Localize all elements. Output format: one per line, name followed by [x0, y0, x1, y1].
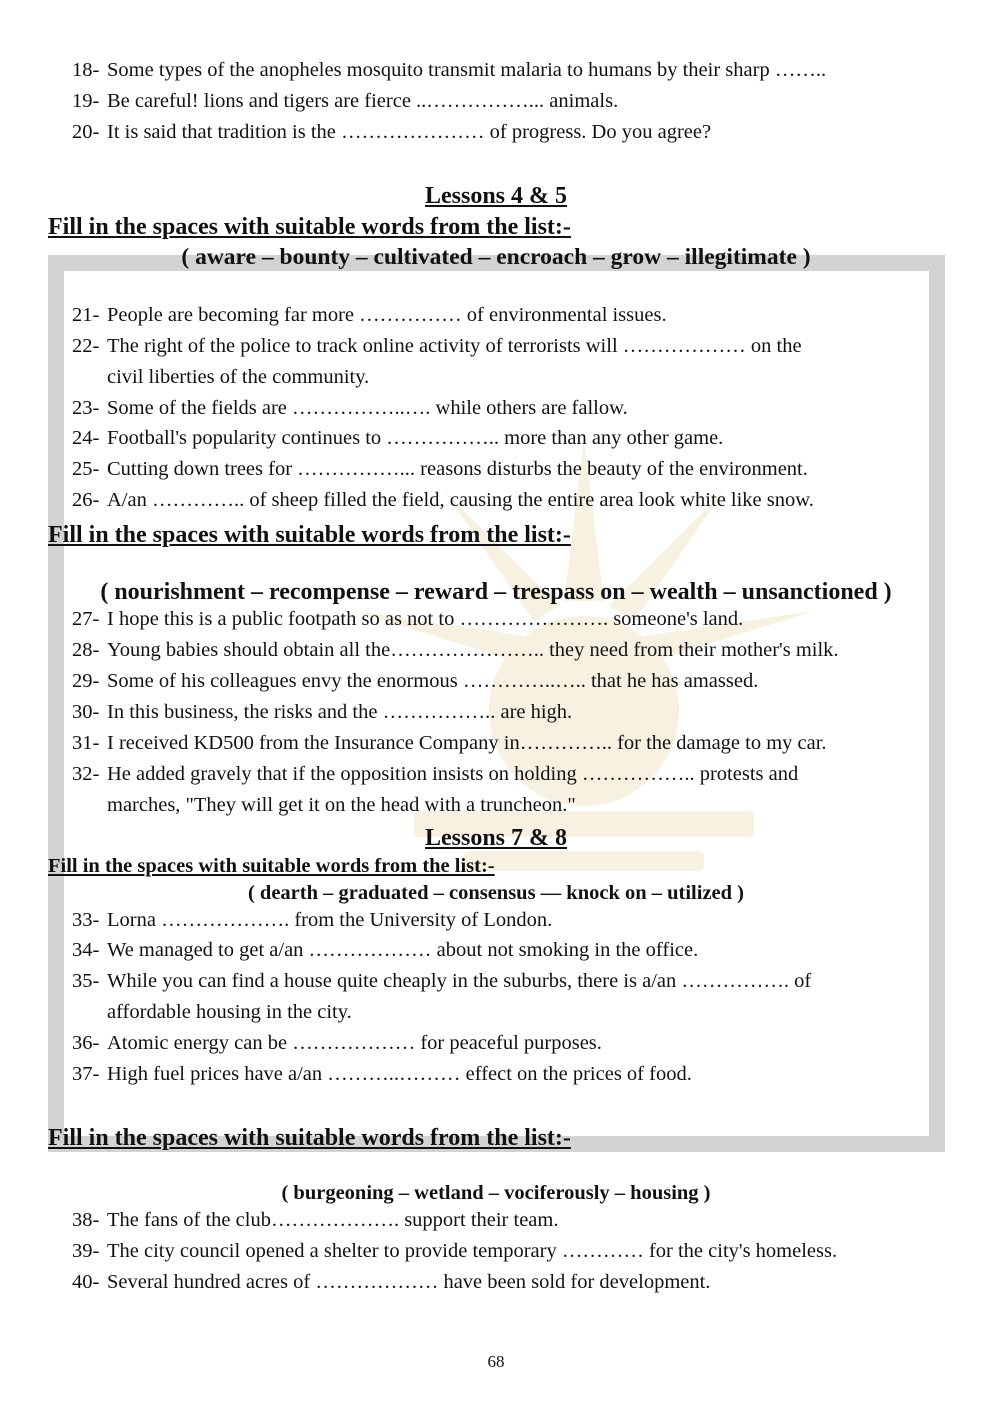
question-34: 34- We managed to get a/an ……………… about not smoking in the office.	[72, 939, 699, 961]
question-28: 28- Young babies should obtain all the………………….. they need from their mother's milk.	[72, 639, 839, 661]
question-26: 26- A/an ………….. of sheep filled the field, causing the entire area look white like snow.	[72, 489, 814, 511]
word-list-2: ( nourishment – recompense – reward – trespass on – wealth – unsanctioned )	[100, 579, 892, 605]
instruction-heading-2: Fill in the spaces with suitable words from the list:-	[48, 522, 571, 548]
question-39: 39- The city council opened a shelter to provide temporary ………… for the city's homeless.	[72, 1240, 838, 1262]
instruction-heading-1: Fill in the spaces with suitable words from the list:-	[48, 214, 571, 240]
word-list-3: ( dearth – graduated – consensus — knock on – utilized )	[247, 882, 745, 904]
question-37: 37- High fuel prices have a/an ………..……… effect on the prices of food.	[72, 1063, 692, 1085]
question-29: 29- Some of his colleagues envy the enormous …………..….. that he has amassed.	[72, 670, 759, 692]
question-32-continued: marches, "They will get it on the head with a truncheon."	[107, 794, 576, 816]
question-23: 23- Some of the fields are ……………..…. while others are fallow.	[72, 397, 628, 419]
word-list-1: ( aware – bounty – cultivated – encroach – grow – illegitimate )	[181, 244, 811, 270]
question-25: 25- Cutting down trees for ……………... reasons disturbs the beauty of the environment.	[72, 458, 808, 480]
question-35: 35- While you can find a house quite cheaply in the suburbs, there is a/an ……………. of	[72, 970, 812, 992]
question-35-continued: affordable housing in the city.	[107, 1001, 352, 1023]
question-31: 31- I received KD500 from the Insurance Company in………….. for the damage to my car.	[72, 732, 827, 754]
page-number: 68	[487, 1352, 505, 1371]
instruction-heading-4: Fill in the spaces with suitable words from the list:-	[48, 1125, 571, 1151]
question-38: 38- The fans of the club………………. support their team.	[72, 1209, 559, 1231]
question-33: 33- Lorna ………………. from the University of London.	[72, 909, 553, 931]
question-36: 36- Atomic energy can be ……………… for peaceful purposes.	[72, 1032, 602, 1054]
lesson-heading-7-8: Lessons 7 & 8	[424, 825, 568, 851]
question-32: 32- He added gravely that if the opposition insists on holding …………….. protests and	[72, 763, 799, 785]
lesson-heading-4-5: Lessons 4 & 5	[424, 183, 568, 209]
question-20: 20- It is said that tradition is the ………………… of progress. Do you agree?	[72, 121, 712, 143]
question-22: 22- The right of the police to track online activity of terrorists will ……………… on the	[72, 335, 802, 357]
instruction-heading-3: Fill in the spaces with suitable words from the list:-	[48, 855, 495, 877]
question-22-continued: civil liberties of the community.	[107, 366, 370, 388]
question-30: 30- In this business, the risks and the …………….. are high.	[72, 701, 573, 723]
question-19: 19- Be careful! lions and tigers are fierce ..……………... animals.	[72, 90, 619, 112]
word-list-4: ( burgeoning – wetland – vociferously – housing )	[281, 1182, 711, 1204]
question-27: 27- I hope this is a public footpath so as not to …………………. someone's land.	[72, 608, 744, 630]
question-18: 18- Some types of the anopheles mosquito transmit malaria to humans by their sharp ……..	[72, 59, 827, 81]
question-21: 21- People are becoming far more …………… of environmental issues.	[72, 304, 667, 326]
question-40: 40- Several hundred acres of ……………… have been sold for development.	[72, 1271, 711, 1293]
question-24: 24- Football's popularity continues to …………….. more than any other game.	[72, 427, 724, 449]
